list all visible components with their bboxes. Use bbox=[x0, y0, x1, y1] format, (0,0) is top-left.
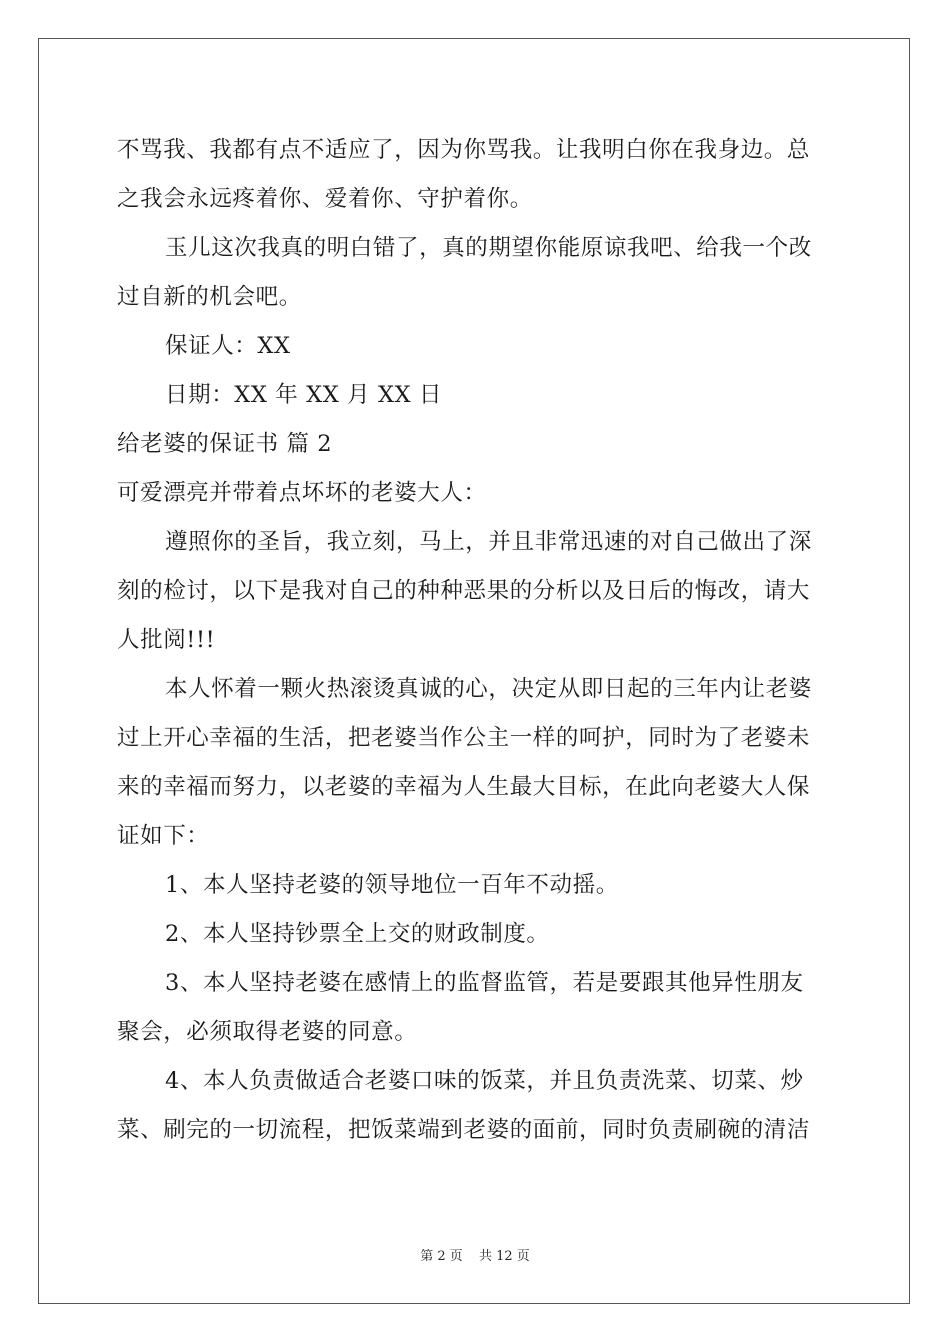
text-line: 聚会，必须取得老婆的同意。 bbox=[117, 1019, 418, 1045]
text-line: 玉儿这次我真的明白错了，真的期望你能原谅我吧、给我一个改 bbox=[165, 235, 812, 261]
text-line: 4、本人负责做适合老婆口味的饭菜，并且负责洗菜、切菜、炒 bbox=[165, 1068, 804, 1094]
text-line: 保证人：XX bbox=[165, 333, 291, 359]
text-line: 可爱漂亮并带着点坏坏的老婆大人： bbox=[117, 480, 487, 506]
text-line: 日期：XX 年 XX 月 XX 日 bbox=[165, 382, 443, 408]
text-line: 刻的检讨，以下是我对自己的种种恶果的分析以及日后的悔改，请大 bbox=[117, 578, 811, 604]
text-line: 遵照你的圣旨，我立刻，马上，并且非常迅速的对自己做出了深 bbox=[165, 529, 812, 555]
text-line: 人批阅!!! bbox=[117, 627, 216, 653]
text-line: 1、本人坚持老婆的领导地位一百年不动摇。 bbox=[165, 872, 619, 898]
text-line: 菜、刷完的一切流程，把饭菜端到老婆的面前，同时负责刷碗的清洁 bbox=[117, 1117, 811, 1143]
text-line: 过上开心幸福的生活，把老婆当作公主一样的呵护，同时为了老婆未 bbox=[117, 725, 811, 751]
text-line: 给老婆的保证书 篇 2 bbox=[117, 431, 333, 457]
text-line: 本人怀着一颗火热滚烫真诚的心，决定从即日起的三年内让老婆 bbox=[165, 676, 812, 702]
text-line: 2、本人坚持钞票全上交的财政制度。 bbox=[165, 921, 550, 947]
page-footer bbox=[0, 1245, 950, 1264]
text-line: 来的幸福而努力，以老婆的幸福为人生最大目标，在此向老婆大人保 bbox=[117, 774, 811, 800]
text-line: 3、本人坚持老婆在感情上的监督监管，若是要跟其他异性朋友 bbox=[165, 970, 804, 996]
page-total: 共 12 页 bbox=[478, 1249, 530, 1264]
document-body bbox=[117, 126, 833, 1155]
text-line: 过自新的机会吧。 bbox=[117, 284, 302, 310]
text-line: 之我会永远疼着你、爱着你、守护着你。 bbox=[117, 186, 533, 212]
text-line: 不骂我、我都有点不适应了，因为你骂我。让我明白你在我身边。总 bbox=[117, 137, 811, 163]
text-line: 证如下： bbox=[117, 823, 210, 849]
page-number: 第 2 页 bbox=[420, 1249, 463, 1264]
